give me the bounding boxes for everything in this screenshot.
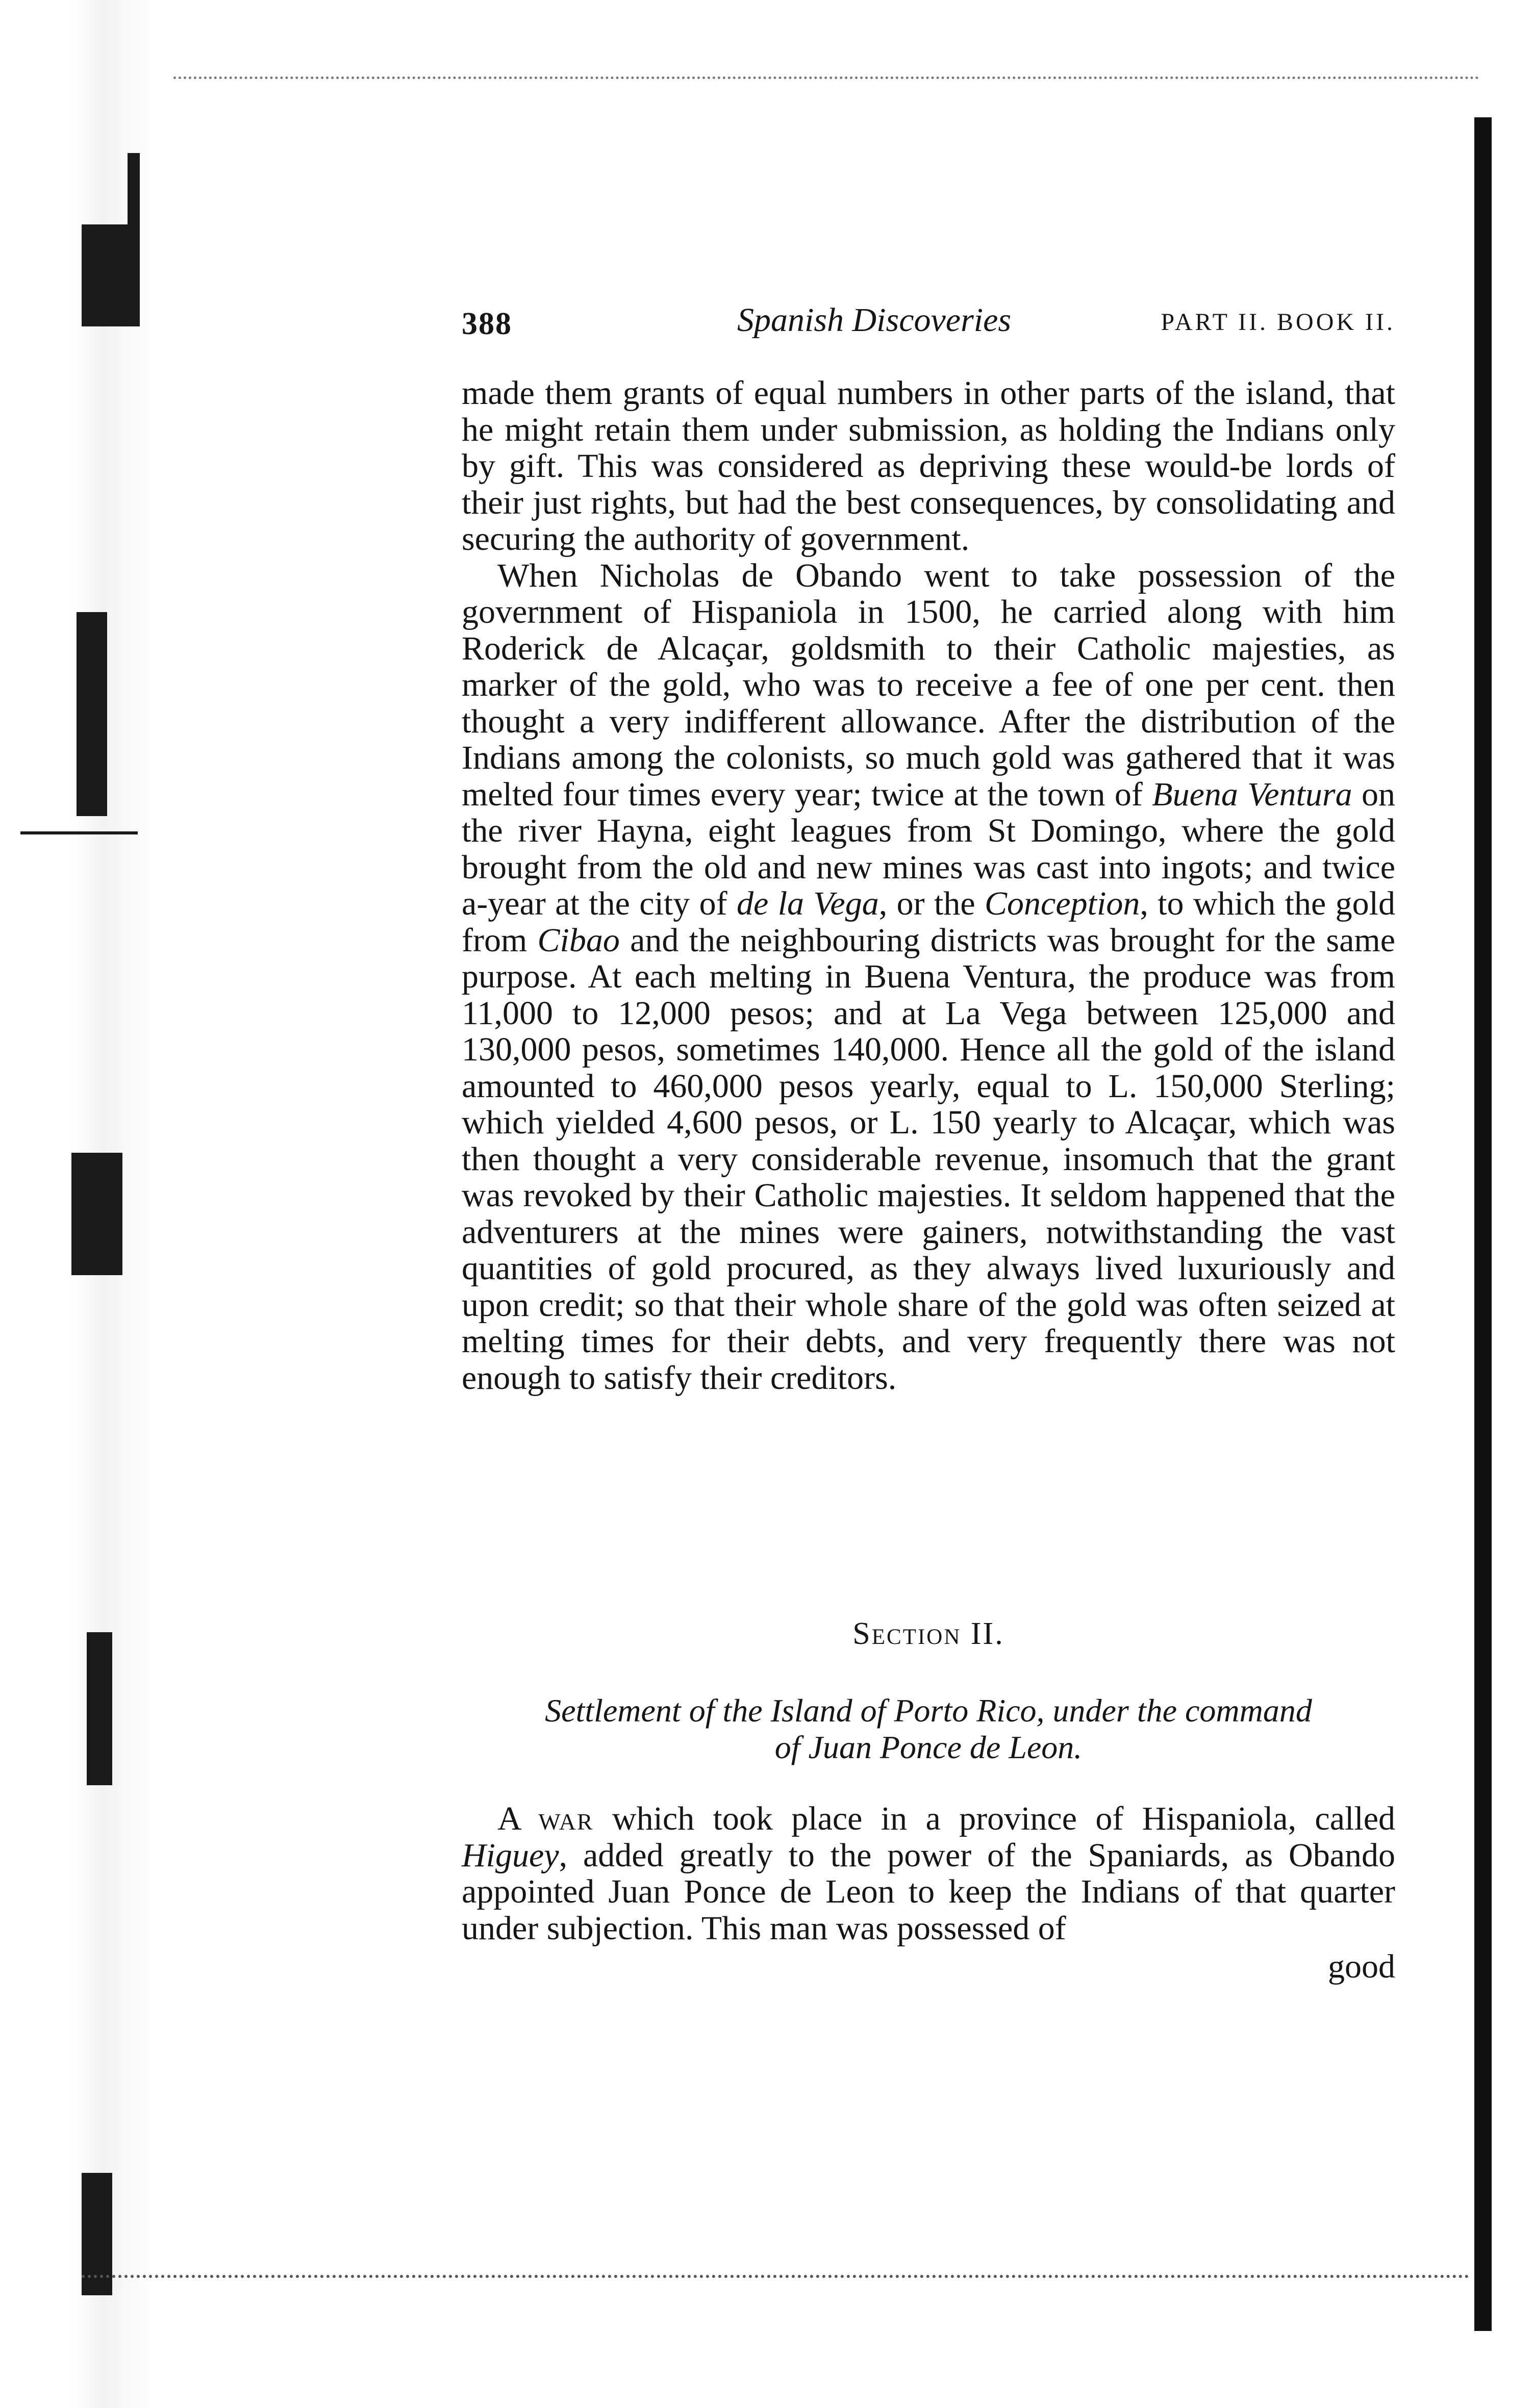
page-edge-top: [173, 77, 1479, 79]
italic-place-name: Buena Ventura: [1152, 775, 1352, 813]
body-text: [462, 375, 1395, 1396]
paragraph: [462, 1801, 1395, 1946]
scan-artifact: [87, 1632, 112, 1785]
section-subtitle: [462, 1692, 1395, 1766]
scan-artifact: [20, 831, 138, 834]
scan-artifact: [128, 153, 140, 326]
section-body: [462, 1801, 1395, 1946]
italic-place-name: de la Vega: [737, 885, 879, 922]
subtitle-line: of Juan Ponce de Leon.: [774, 1729, 1083, 1765]
italic-place-name: Higuey: [462, 1836, 559, 1874]
text-run: which took place in a province of Hispaniola, called: [593, 1800, 1395, 1837]
page-edge-bottom: [82, 2275, 1469, 2278]
small-caps-word: war: [538, 1800, 594, 1837]
scan-artifact: [82, 224, 128, 326]
italic-place-name: Cibao: [537, 921, 620, 959]
paragraph: made them grants of equal numbers in other parts of the island, that he might retain them under submission, as holding the Indians only by gift. This was considered as depriving these would-be lords of their just rights, but had the best consequences, by consolidating and securing the authority of government.: [462, 374, 1395, 557]
italic-place-name: Conception: [985, 885, 1140, 922]
paragraph: [462, 557, 1395, 1397]
text-run: , or the: [878, 885, 985, 922]
catchword: good: [1328, 1948, 1395, 1985]
text-run: on the river Hayna, eight leagues from St Domingo, where the gold brought from the old and new mines was cast into ingots; and twice a-year at the city of: [462, 775, 1395, 922]
page-edge-right: [1474, 117, 1492, 2331]
text-run: When Nicholas de Obando went to take possession of the government of Hispaniola in 1500, he carried along with him Roderick de Alcaçar, goldsmith to their Catholic majesties, as marker of the gold, who was to receive a fee of one per cent. then thought a very indifferent allowance. After the distribution of the Indians among the colonists, so much gold was gathered that it was melted four times every year; twice at the town of: [462, 556, 1395, 813]
running-title: Spanish Discoveries: [737, 301, 1012, 339]
scan-artifact: [77, 612, 107, 816]
section-heading: Section II.: [852, 1616, 1004, 1651]
text-run: A: [497, 1800, 539, 1837]
text-run: and the neighbouring districts was brought for the same purpose. At each melting in Buena Ventura, the produce was from 11,000 to 12,000 pesos; and at La Vega between 125,000 and 130,000 pesos, sometimes 140,000. Hence all the gold of the island amounted to 460,000 pesos yearly, equal to L. 150,000 Sterling; which yielded 4,600 pesos, or L. 150 yearly to Alcaçar, which was then thought a very considerable revenue, insomuch that the grant was revoked by their Catholic majesties. It seldom happened that the adventurers at the mines were gainers, notwithstanding the vast quantities of gold procured, as they always lived luxuriously and upon credit; so that their whole share of the gold was often seized at melting times for their debts, and very frequently there was not enough to satisfy their creditors.: [462, 921, 1396, 1397]
subtitle-line: Settlement of the Island of Porto Rico, under the command: [545, 1692, 1312, 1729]
text-run: , added greatly to the power of the Spaniards, as Obando appointed Juan Ponce de Leon to keep the Indians of that quarter under subjection. This man was possessed of: [462, 1836, 1395, 1947]
page-number: 388: [462, 307, 512, 341]
part-book-label: PART II. BOOK II.: [1161, 309, 1395, 336]
text-run: , to which the gold from: [462, 885, 1395, 959]
scan-artifact: [71, 1153, 122, 1275]
running-header: [462, 301, 1395, 347]
